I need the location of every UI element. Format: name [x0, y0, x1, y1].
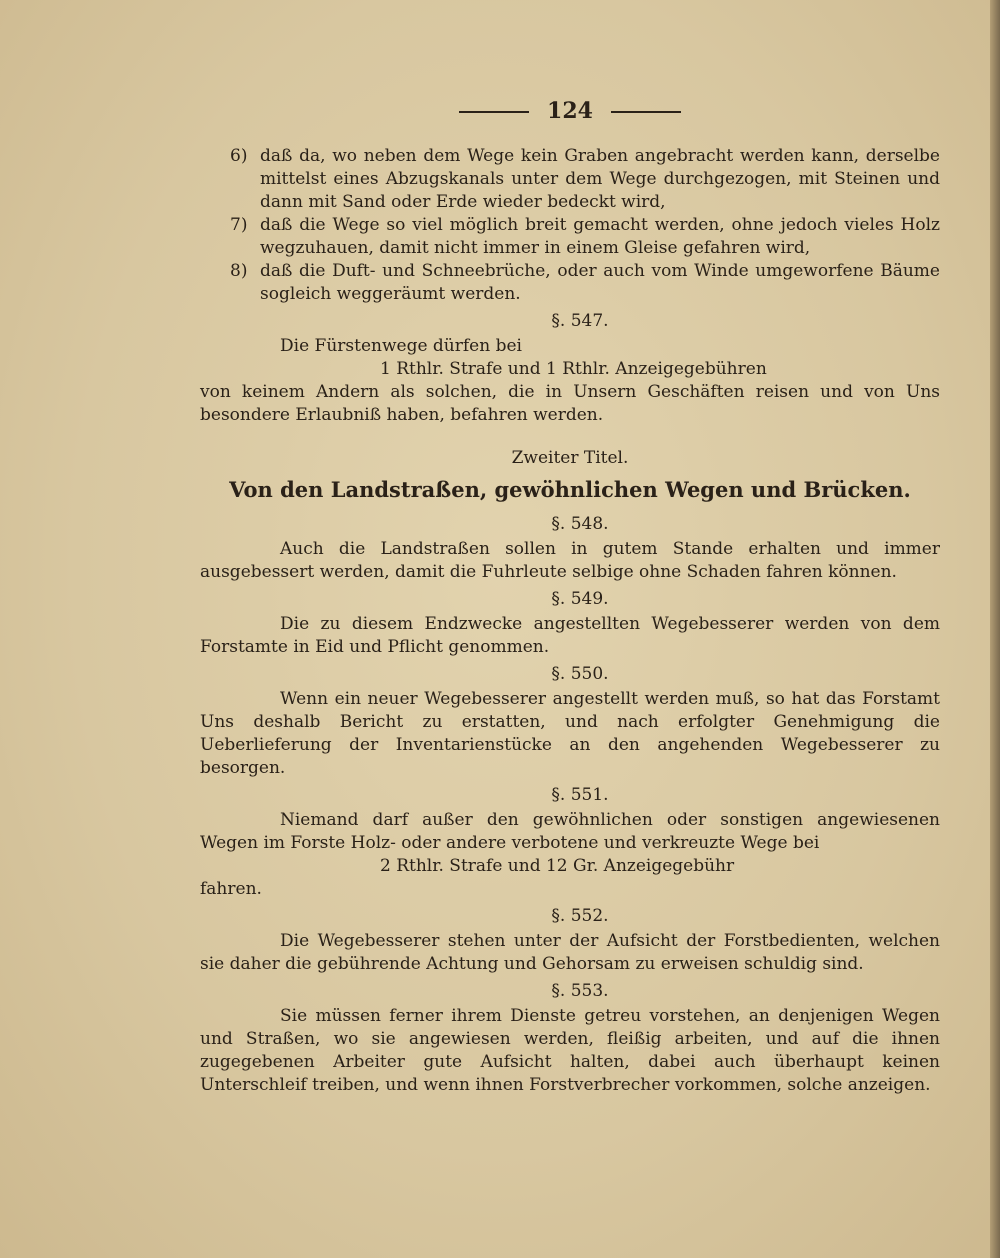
chapter-title: Von den Landstraßen, gewöhnlichen Wegen und Brücken.	[229, 477, 911, 502]
header-rule-right	[611, 111, 681, 113]
page-number: 124	[547, 98, 593, 124]
section-547-fine: 1 Rthlr. Strafe und 1 Rthlr. Anzeigegebühren	[380, 359, 767, 379]
section-551-rest: fahren.	[200, 879, 262, 899]
section-heading-552: §. 552.	[551, 906, 609, 926]
item-text: daß die Duft- und Schneebrüche, oder auch vom Winde umgeworfene Bäume sogleich weggeräumt werden.	[260, 261, 940, 304]
section-heading-547: §. 547.	[551, 311, 609, 331]
list-item	[200, 145, 940, 214]
header-rule-left	[459, 111, 529, 113]
section-heading-553: §. 553.	[551, 981, 609, 1001]
page-content	[200, 100, 940, 1097]
list-item	[200, 260, 940, 306]
section-heading-548: §. 548.	[551, 514, 609, 534]
section-heading-550: §. 550.	[551, 664, 609, 684]
item-number: 8)	[230, 261, 248, 281]
section-547-rest: von keinem Andern als solchen, die in Unsern Geschäften reisen und von Uns besondere Erlaubniß haben, befahren werden.	[200, 382, 940, 425]
item-text: daß da, wo neben dem Wege kein Graben angebracht werden kann, derselbe mittelst eines Abzugskanals unter dem Wege durchgezogen, mit Steinen und dann mit Sand oder Erde wieder bedeckt wird,	[260, 146, 940, 212]
section-551-fine: 2 Rthlr. Strafe und 12 Gr. Anzeigegebühr	[380, 856, 735, 876]
page-number-header	[200, 100, 940, 123]
section-553-text: Sie müssen ferner ihrem Dienste getreu vorstehen, an denjenigen Wegen und Straßen, wo sie angewiesen werden, fleißig arbeiten, und auf die ihnen zugegebenen Arbeiter gute Aufsicht halten, dabei auch überhaupt keinen Unterschleif treiben, und wenn ihnen Forstverbrecher vorkommen, solche anzeigen.	[200, 1006, 940, 1095]
section-heading-551: §. 551.	[551, 785, 609, 805]
section-547-line1: Die Fürstenwege dürfen bei	[280, 336, 522, 356]
section-552-text: Die Wegebesserer stehen unter der Aufsicht der Forstbedienten, welchen sie daher die gebührende Achtung und Gehorsam zu erweisen schuldig sind.	[200, 931, 940, 974]
section-548-text: Auch die Landstraßen sollen in gutem Stande erhalten und immer ausgebessert werden, damit die Fuhrleute selbige ohne Schaden fahren können.	[200, 539, 940, 582]
list-item	[200, 214, 940, 260]
section-heading-549: §. 549.	[551, 589, 609, 609]
section-550-text: Wenn ein neuer Wegebesserer angestellt werden muß, so hat das Forstamt Uns deshalb Bericht zu erstatten, und nach erfolgter Genehmigung die Ueberlieferung der Inventarienstücke an den angehenden Wegebesserer zu besorgen.	[200, 689, 940, 778]
chapter-label: Zweiter Titel.	[511, 448, 629, 468]
item-text: daß die Wege so viel möglich breit gemacht werden, ohne jedoch vieles Holz wegzuhauen, damit nicht immer in einem Gleise gefahren wird,	[260, 215, 940, 258]
item-number: 6)	[230, 146, 248, 166]
section-551-line1: Niemand darf außer den gewöhnlichen oder sonstigen angewiesenen Wegen im Forste Holz- oder andere verbotene und verkreuzte Wege bei	[200, 810, 940, 853]
page-edge	[990, 0, 1000, 1258]
item-number: 7)	[230, 215, 248, 235]
section-549-text: Die zu diesem Endzwecke angestellten Wegebesserer werden von dem Forstamte in Eid und Pflicht genommen.	[200, 614, 940, 657]
